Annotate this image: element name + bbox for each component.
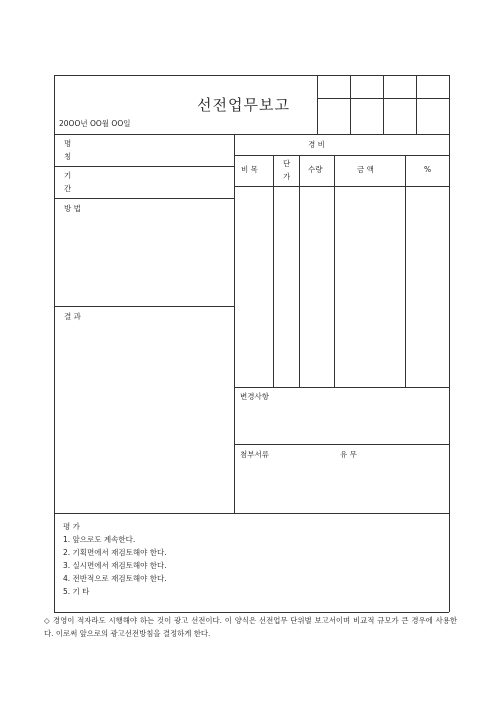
evaluation-item-3: 3. 실시면에서 재검토해야 한다. — [63, 561, 167, 570]
period-row-bottom — [54, 198, 234, 199]
approval-box-mid — [317, 98, 449, 99]
evaluation-list — [63, 533, 167, 598]
attachments-yes-no: 유 무 — [340, 450, 357, 459]
expense-bottom — [234, 387, 449, 388]
column-divider — [234, 134, 235, 513]
evaluation-item-1: 1. 앞으로도 계속한다. — [63, 535, 136, 544]
expense-header-bottom — [234, 186, 449, 187]
frame-left — [54, 75, 55, 612]
expense-col-div-1 — [273, 155, 274, 387]
changes-bottom — [234, 444, 449, 445]
approval-box-divider-2 — [383, 75, 384, 134]
result-label: 결 과 — [64, 312, 81, 321]
expense-col-unit-1: 단 — [283, 159, 291, 168]
name-label-2: 칭 — [64, 152, 72, 161]
frame-bottom — [54, 612, 449, 613]
attachments-label: 첨부서류 — [240, 450, 269, 459]
expense-col-qty: 수량 — [308, 165, 323, 174]
header-bottom-line — [54, 134, 449, 135]
name-row-bottom — [54, 166, 234, 167]
period-label-1: 기 — [64, 171, 72, 180]
form-title: 선전업무보고 — [197, 96, 290, 114]
approval-box-left — [317, 75, 318, 134]
frame-top — [54, 75, 449, 76]
period-label-2: 간 — [64, 184, 72, 193]
approval-box-divider-3 — [416, 75, 417, 134]
date-line: 20OO년 OO월 OO일 — [59, 119, 131, 128]
expense-col-item: 비 목 — [241, 165, 258, 174]
frame-right — [449, 75, 450, 612]
expense-col-div-3 — [334, 155, 335, 387]
expense-title-bottom — [234, 155, 449, 156]
method-row-bottom — [54, 306, 234, 307]
evaluation-label: 평 가 — [63, 522, 80, 531]
expense-col-div-2 — [299, 155, 300, 387]
evaluation-top — [54, 513, 449, 514]
footnote: ◇ 경영이 적자라도 시행해야 하는 것이 광고 선전이다. 이 양식은 선전업무 단위별 보고서이며 비교적 규모가 큰 경우에 사용한다. 이로써 앞으로의 광고선전방침을 결정하게 한다. — [44, 616, 457, 638]
expense-title: 경 비 — [308, 140, 325, 149]
expense-col-pct: % — [424, 165, 432, 174]
expense-col-unit-2: 가 — [283, 172, 291, 181]
evaluation-item-5: 5. 기 타 — [63, 587, 90, 596]
evaluation-item-2: 2. 기획면에서 재검토해야 한다. — [63, 548, 167, 557]
changes-label: 변경사항 — [240, 392, 269, 401]
evaluation-item-4: 4. 전반적으로 재검토해야 한다. — [63, 574, 167, 583]
method-label: 방 법 — [64, 204, 81, 213]
approval-box-divider-1 — [350, 75, 351, 134]
expense-col-div-4 — [405, 155, 406, 387]
name-label-1: 명 — [64, 139, 72, 148]
expense-col-amount: 금 액 — [357, 165, 374, 174]
